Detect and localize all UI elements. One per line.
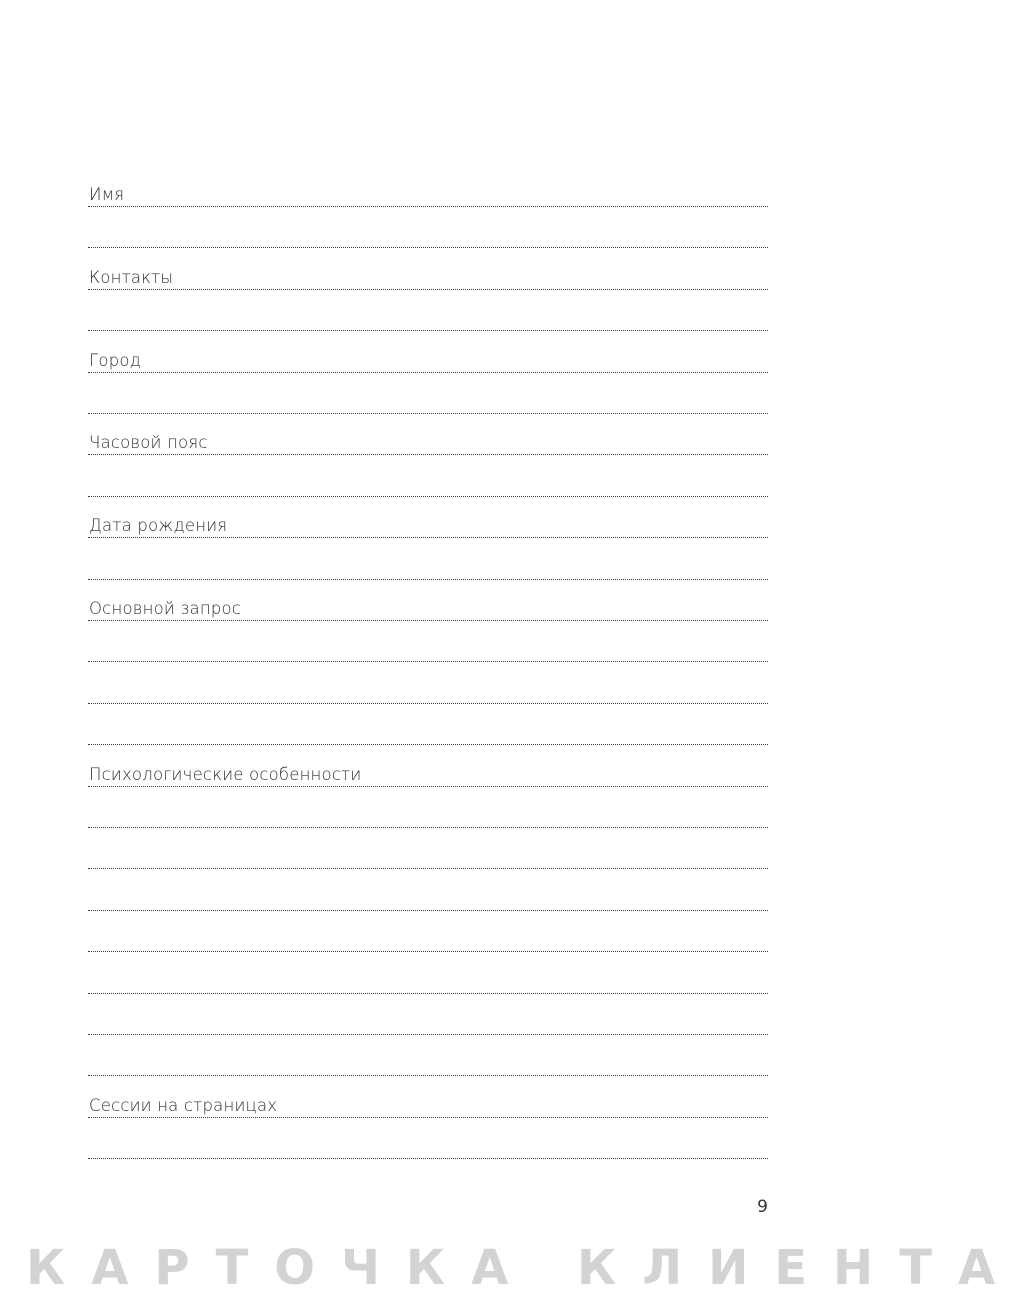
- writing-line[interactable]: [88, 1075, 768, 1076]
- field-label: Город: [89, 350, 142, 370]
- footer-title: КАРТОЧКА КЛИЕНТА: [26, 1240, 1021, 1296]
- writing-line[interactable]: [88, 330, 768, 331]
- writing-line[interactable]: [88, 289, 768, 290]
- writing-line[interactable]: [88, 579, 768, 580]
- writing-line[interactable]: [88, 993, 768, 994]
- writing-line[interactable]: [88, 1034, 768, 1035]
- writing-line[interactable]: [88, 910, 768, 911]
- field-label: Сессии на страницах: [89, 1095, 278, 1115]
- writing-line[interactable]: [88, 1117, 768, 1118]
- writing-line[interactable]: [88, 1158, 768, 1159]
- field-label: Часовой пояс: [89, 433, 208, 453]
- writing-line[interactable]: [88, 744, 768, 745]
- field-label: Имя: [89, 185, 125, 204]
- writing-line[interactable]: [88, 827, 768, 828]
- page-number: 9: [757, 1197, 768, 1217]
- field-label: Дата рождения: [89, 516, 228, 536]
- client-card-form: [88, 0, 768, 1311]
- writing-line[interactable]: [88, 786, 768, 787]
- writing-line[interactable]: [88, 868, 768, 869]
- writing-line[interactable]: [88, 206, 768, 207]
- writing-line[interactable]: [88, 496, 768, 497]
- writing-line[interactable]: [88, 372, 768, 373]
- writing-line[interactable]: [88, 454, 768, 455]
- writing-line[interactable]: [88, 951, 768, 952]
- writing-line[interactable]: [88, 620, 768, 621]
- writing-line[interactable]: [88, 247, 768, 248]
- field-label: Психологические особенности: [89, 764, 362, 784]
- field-label: Контакты: [89, 267, 174, 287]
- writing-line[interactable]: [88, 703, 768, 704]
- writing-line[interactable]: [88, 537, 768, 538]
- writing-line[interactable]: [88, 413, 768, 414]
- writing-line[interactable]: [88, 661, 768, 662]
- field-label: Основной запрос: [89, 599, 242, 618]
